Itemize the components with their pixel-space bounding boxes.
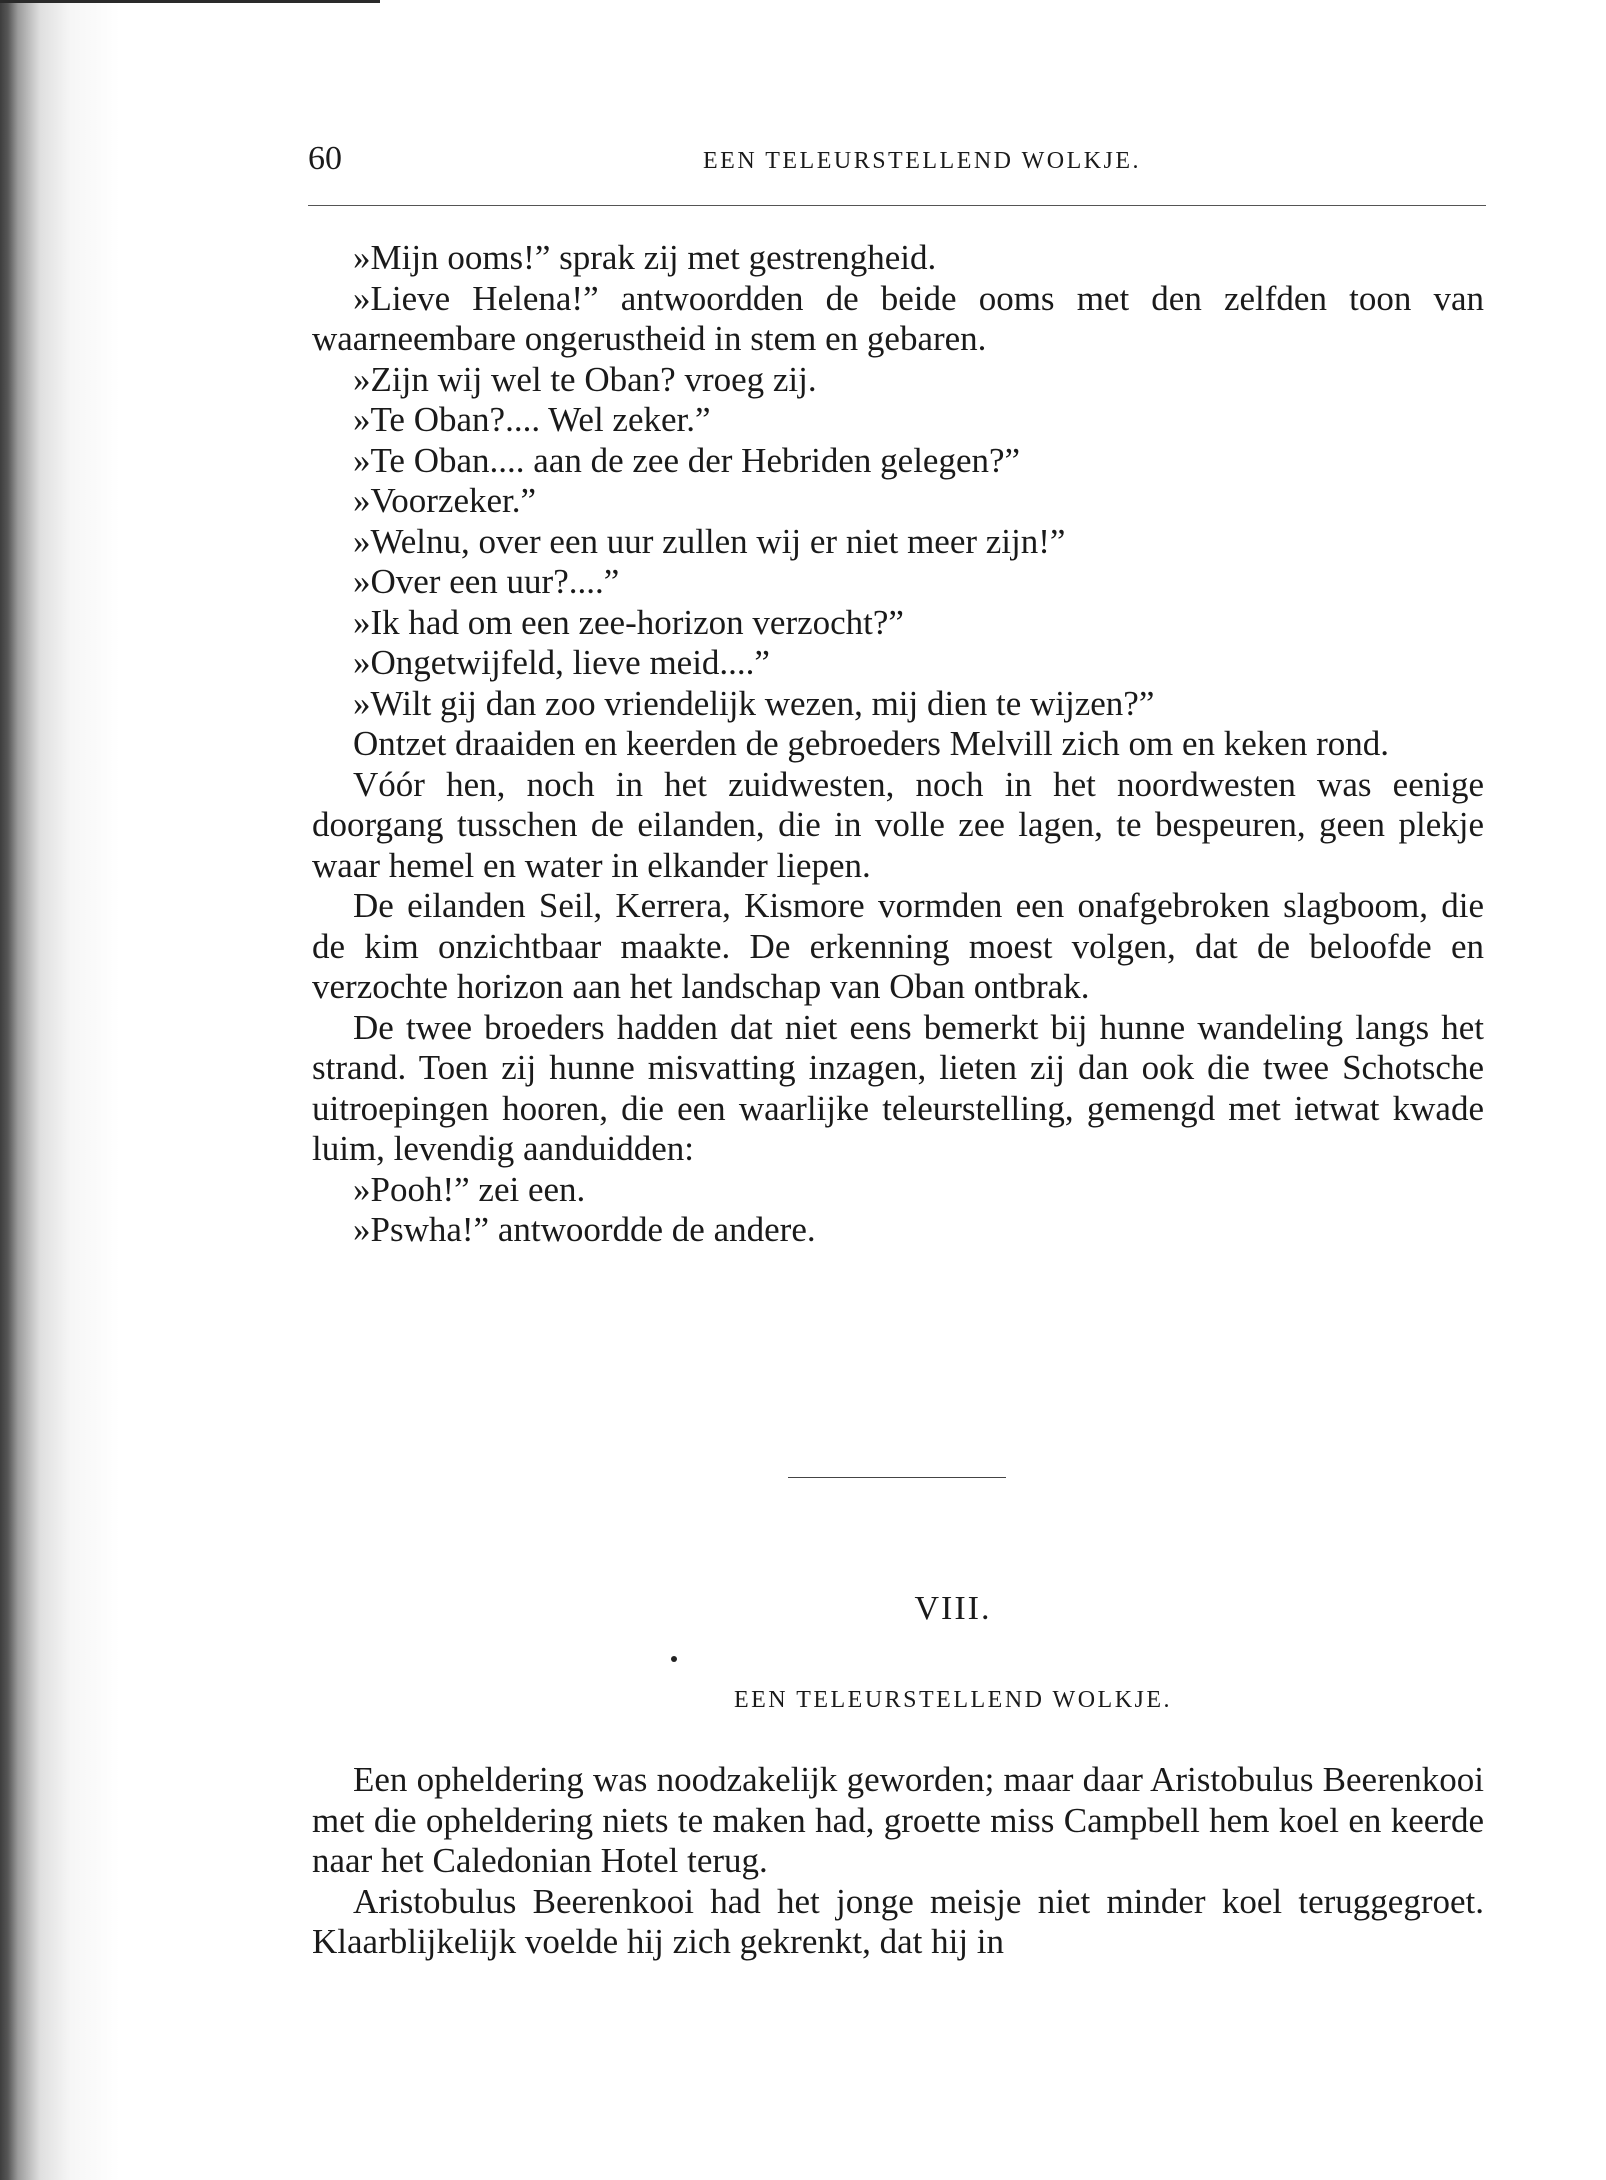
chapter-body-text: [312, 1760, 1484, 1963]
paragraph: »Ongetwijfeld, lieve meid....”: [353, 643, 770, 682]
paragraph: »Pooh!” zei een.: [353, 1169, 586, 1209]
paragraph: »Wilt gij dan zoo vriendelijk wezen, mij dien te wijzen?”: [353, 683, 1155, 723]
paragraph: Aristobulus Beerenkooi had het jonge meisje niet minder koel teruggegroet. Klaarblijkelijk voelde hij zich gekrenkt, dat hij in: [312, 1881, 1484, 1961]
paragraph: »Zijn wij wel te Oban? vroeg zij.: [353, 359, 817, 399]
chapter-number: VIII.: [914, 1590, 992, 1627]
running-head: [308, 140, 1488, 180]
scan-edge-mark: [0, 0, 380, 33]
paragraph: »Ik had om een zee-horizon verzocht?”: [353, 602, 904, 642]
paragraph: Ontzet draaiden en keerden de gebroeders Melvill zich om en keken rond.: [353, 724, 1389, 763]
section-separator: [788, 1477, 1006, 1478]
body-text: [312, 238, 1484, 1251]
paragraph: »Lieve Helena!” antwoordden de beide ooms met den zelfden toon van waarneembare ongerustheid in stem en gebaren.: [312, 278, 1484, 358]
paragraph: »Te Oban?.... Wel zeker.”: [353, 400, 711, 439]
paragraph: Vóór hen, noch in het zuidwesten, noch in het noordwesten was eenige doorgang tusschen de eilanden, die in volle zee lagen, te bespeuren, geen plekje waar hemel en water in elkander liepen.: [312, 764, 1484, 885]
header-rule: [308, 205, 1486, 206]
paragraph: »Te Oban.... aan de zee der Hebriden gelegen?”: [353, 440, 1021, 480]
paragraph: De twee broeders hadden dat niet eens bemerkt bij hunne wandeling langs het strand. Toen zij hunne misvatting inzagen, lieten zij dan ook die twee Schotsche uitroepingen hooren, die een waarlijke teleurstelling, gemengd met ietwat kwade luim, levendig aanduidden:: [312, 1007, 1484, 1168]
ornament-dot: [671, 1656, 677, 1662]
running-title: EEN TELEURSTELLEND WOLKJE.: [703, 148, 1142, 174]
paragraph: »Over een uur?....”: [353, 562, 620, 601]
page-number: 60: [308, 140, 342, 177]
paragraph: »Welnu, over een uur zullen wij er niet meer zijn!”: [353, 521, 1066, 561]
paragraph: »Mijn ooms!” sprak zij met gestrengheid.: [353, 238, 937, 277]
paragraph: De eilanden Seil, Kerrera, Kismore vormden een onafgebroken slagboom, die de kim onzichtbaar maakte. De erkenning moest volgen, dat de beloofde en verzochte horizon aan het landschap van Oban ontbrak.: [312, 886, 1484, 1006]
paragraph: »Voorzeker.”: [353, 481, 537, 520]
chapter-title: EEN TELEURSTELLEND WOLKJE.: [733, 1687, 1173, 1713]
paragraph: Een opheldering was noodzakelijk geworden; maar daar Aristobulus Beerenkooi met die opheldering niets te maken had, groette miss Campbell hem koel en keerde naar het Caledonian Hotel terug.: [312, 1760, 1484, 1880]
binding-shadow: [0, 0, 120, 2180]
paragraph: »Pswha!” antwoordde de andere.: [353, 1210, 816, 1249]
